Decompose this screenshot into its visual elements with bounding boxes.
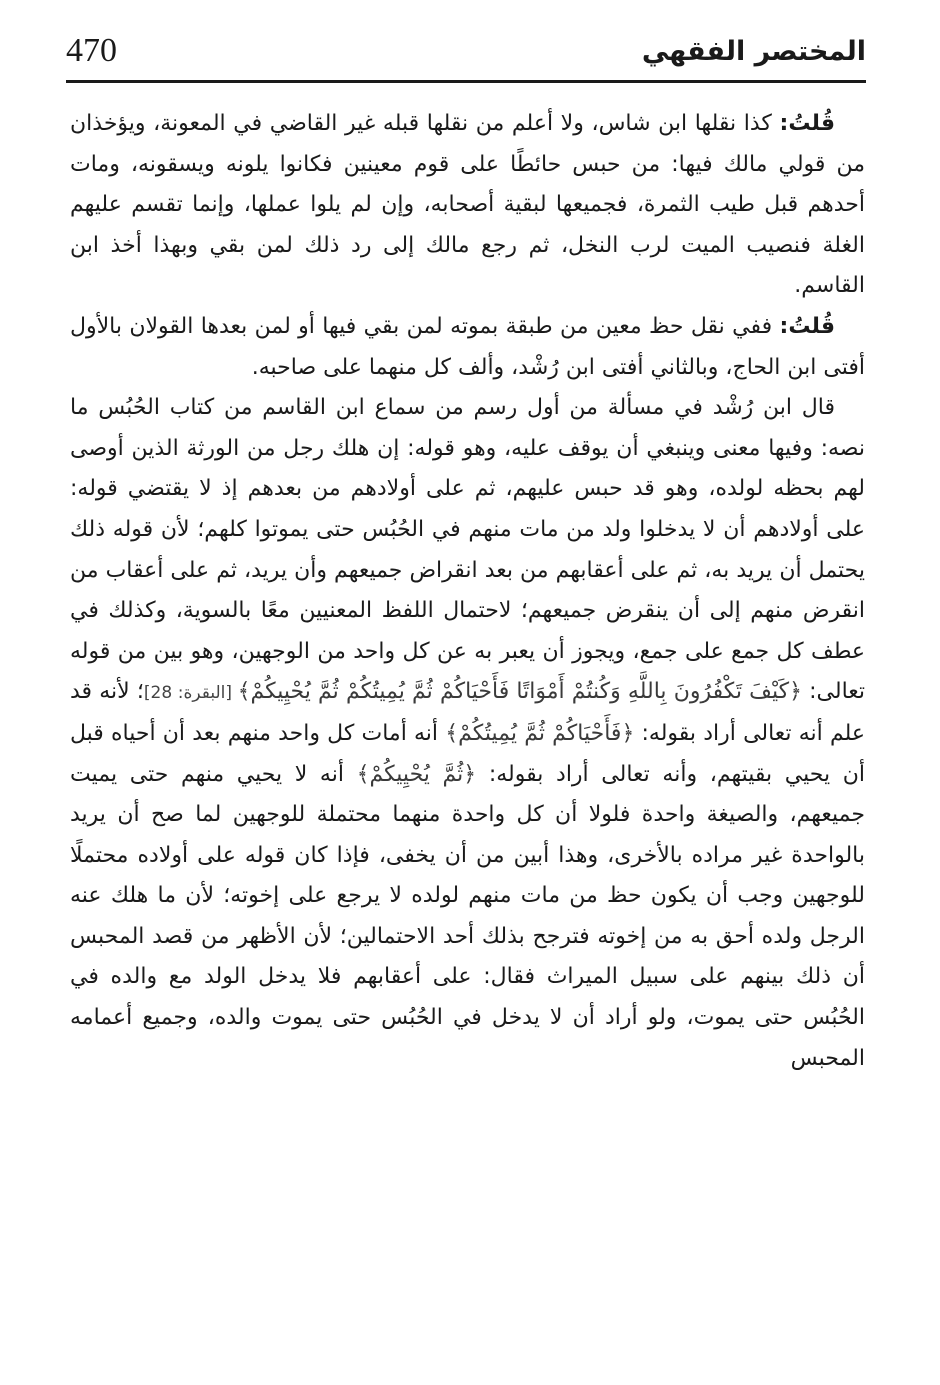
verse-reference: [البقرة: 28] (143, 683, 238, 704)
paragraph-text: قال ابن رُشْد في مسألة من أول رسم من سماع ابن القاسم من كتاب الحُبُس ما نصه: وفيها معنى وينبغي أن يوقف عليه، وهو قوله: إن هلك رجل من الورثة الذين أوصى لهم بحظه لولده، وهو قد حبس عليهم، ثم على أولادهم من بعدهم إذ لا يقتضي قوله: على أولادهم أن لا يدخلوا ولد من مات منهم في الحُبُس حتى يموتوا كلهم؛ لأن قوله ذلك يحتمل أن يريد به، ثم على أعقابهم من بعد انقراض جميعهم وأن يريد، ثم على أعقاب من انقرض منهم إلى أن ينقرض جميعهم؛ لاحتمال اللفظ المعنيين معًا بالسوية، وكذلك في عطف كل جمع على جمع، ويجوز أن يعبر به عن كل واحد من الوجهين، وهو بين من قوله تعالى: (70, 395, 866, 705)
quran-verse: ﴿فَأَحْيَاكُمْ ثُمَّ يُمِيتُكُمْ﴾ (445, 720, 635, 746)
paragraph-text: أنه لا يحيي منهم حتى يميت جميعهم، والصيغة واحدة فلولا أن كل واحدة منهما محتملة للوجهين لما صح أن يريد بالواحدة غير مراده بالأخرى، وهذا أبين من أن يخفى، فإذا كان قوله على أولاده محتملًا للوجهين وجب أن يكون حظ من مات منهم لولده لا يرجع على إخوته؛ لأن ما هلك عنه الرجل ولده أحق به من إخوته فترجح بذلك أحد الاحتمالين؛ لأن الأظهر من قصد المحبس أن ذلك بينهم على سبيل الميراث فقال: على أعقابهم فلا يدخل الولد مع والده في الحُبُس حتى يموت، ولو أراد أن لا يدخل في الحُبُس حتى يموت والده، وجميع أعمامه المحبس (70, 761, 865, 1071)
paragraph-1 (70, 104, 865, 307)
paragraph-text: أنه أمات كل واحد منهم بعد أن أحياه قبل أن يحيي بقيتهم، وأنه تعالى أراد بقوله: (70, 720, 865, 787)
header-divider (66, 80, 866, 83)
quran-verse: ﴿كَيْفَ تَكْفُرُونَ بِاللَّهِ وَكُنتُمْ أَمْوَاتًا فَأَحْيَاكُمْ ثُمَّ يُمِيتُكُمْ ثُمَّ يُحْيِيكُمْ﴾ (237, 679, 802, 705)
paragraph-lead: قُلتُ: (779, 111, 835, 136)
page-body (70, 104, 865, 1079)
book-title: المختصر الفقهي (641, 36, 866, 67)
page-header (66, 30, 866, 78)
paragraph-text: ؛ لأنه قد علم أنه تعالى أراد بقوله: (70, 679, 866, 746)
paragraph-text: كذا نقلها ابن شاس، ولا أعلم من نقلها قبله غير القاضي في المعونة، ويؤخذان من قولي مالك فيها: من حبس حائطًا على قوم معينين فكانوا يلونه ويسقونه، ومات أحدهم قبل طيب الثمرة، فجميعها لبقية أصحابه، وإن لم يلوا عملها، وإنما تقسم عليهم الغلة فنصيب الميت لرب النخل، ثم رجع مالك إلى رد ذلك لمن بقي وبهذا أخذ ابن القاسم. (70, 111, 865, 299)
quran-verse: ﴿ثُمَّ يُحْيِيكُمْ﴾ (356, 761, 477, 787)
paragraph-text: ففي نقل حظ معين من طبقة بموته لمن بقي فيها أو لمن بعدها القولان بالأول أفتى ابن الحاج، وبالثاني أفتى ابن رُشْد، وألف كل منهما على صاحبه. (70, 313, 865, 380)
paragraph-lead: قُلتُ: (779, 313, 835, 339)
page-number: 470 (66, 32, 117, 69)
paragraph-3 (70, 388, 865, 1079)
paragraph-2 (70, 307, 865, 388)
